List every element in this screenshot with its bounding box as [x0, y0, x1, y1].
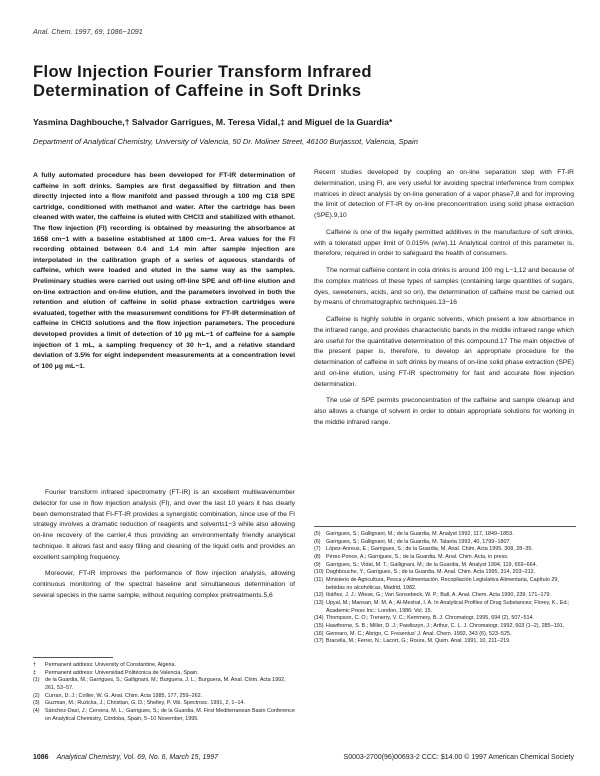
body-paragraph: Caffeine is highly soluble in organic solvents, which present a low absorbance in the infrared range, and provides characteristic bands in the middle infrared range which are useful for the quantitative determination of this compound.17 The main objective of the present paper is, therefore, to develop an appropriate procedure for the determination of caffeine in soft drinks by means of on-line solid phase extraction (SPE) and on-line elution, using FT-IR spectrometry for fast and accurate flow injection determination.: [314, 316, 574, 388]
reference-item: (5) Garrigues, S.; Gallignani, M.; de la Guardia, M. Analyst 1992, 117, 1849−1853.: [314, 531, 514, 537]
journal-citation: Anal. Chem. 1997, 69, 1086−1091: [33, 27, 143, 36]
reference-item: (9) Garrigues, S.; Vidal, M. T.; Gallignani, M.; de la Guardia, M. Analyst 1994, 119, 659−664.: [314, 561, 538, 568]
title-line-1: Flow Injection Fourier Transform Infrared: [33, 62, 372, 81]
reference-item: (1) de la Guardia, M.; Garrigues, S.; Gallignani, M.; Burguera, J. L.; Burguera, M. Anal. Chim. Acta 1992, 261, 53−57.: [33, 677, 286, 691]
reference-item: (10) Daghbouche, Y.; Garrigues, S.; de la Guardia, M. Anal. Chim. Acta 1995, 314, 203−212.: [314, 569, 536, 576]
reference-rule: [314, 526, 576, 527]
footer-right: S0003-2700(96)00693-2 CCC: $14.00 © 1997 American Chemical Society: [343, 754, 574, 761]
footnote: † Permanent address: University of Constantine, Algeria.: [33, 662, 176, 668]
article-title: [33, 62, 573, 100]
page-number: 1086: [33, 754, 49, 761]
body-paragraph: The use of SPE permits preconcentration of the caffeine and sample cleanup and also allows a change of solvent in order to obtain appropriate solutions for working in the middle infrared range.: [314, 397, 574, 426]
footer-left: [33, 754, 218, 761]
reference-item: (14) Thompson, C. O.; Trenerry, V. C.; Kemmery, B. J. Chromatogr. 1995, 694 (2), 507−514.: [314, 615, 534, 622]
reference-item: (15) Hawthorne, S. B.; Miller, D. J.; Pawliszyn, J.; Arthur, C. L. J. Chromatogr. 1992, 603 (1−2), 285−191.: [314, 622, 565, 629]
author-list: Yasmina Daghbouche,† Salvador Garrigues, M. Teresa Vidal,‡ and Miguel de la Guardia*: [33, 117, 393, 127]
reference-item: (3) Guzman, M.; Ruzicka, J.; Christian, G. D.; Shelley, P. Vib. Spectrosc. 1991, 2, 1−14.: [33, 700, 245, 707]
affiliation: Department of Analytical Chemistry, University of Valencia, 50 Dr. Moliner Street, 46100 Burjassot, Valencia, Spain: [33, 137, 418, 146]
title-line-2: Determination of Caffeine in Soft Drinks: [33, 81, 362, 100]
reference-item: (4) Sánchez-Dasí, J.; Cervera, M. L.; Garrigues, S.; de la Guardia, M. First Mediterranean Basin Conference on Analytical Chemistry, Córdoba, Spain, 5−10 November, 1995.: [33, 707, 295, 722]
footnote-rule: [33, 657, 113, 658]
reference-item: (2) Curran, D. J.; Collier, W. G. Anal. Chim. Acta 1985, 177, 259−262.: [33, 692, 203, 699]
body-paragraph: The normal caffeine content in cola drinks is around 100 mg L−1,12 and because of the complex matrices of these types of samples (containing large quantities of sugars, dyes, sweeteners, acids, and so on), the determination of caffeine must be carried out by means of chromatographic techniques.13−16: [314, 267, 574, 307]
body-paragraph: Caffeine is one of the legally permitted additives in the manufacture of soft drinks, with a tolerated upper limit of 0.015% (w/w).11 Analytical control of this parameter is, therefore, required in order to safeguard the health of consumers.: [314, 228, 574, 258]
reference-item: (6) Garrigues, S.; Gallignani, M.; de la Guardia, M. Talanta 1993, 40, 1799−1807.: [314, 538, 511, 545]
reference-item: (11) Ministerio de Agricultura, Pesca y Alimentación. Recopilación Legislativa Alimentaria, Capítulo 29, bebidas no alcohólicas, Madrid, 1982.: [314, 576, 559, 591]
reference-item: (16) Gennaro, M. C.; Abrigo, C. Fresenius' J. Anal. Chem. 1992, 343 (6), 523−525.: [314, 630, 512, 637]
reference-item: (7) López-Anreus, E.; Garrigues, S.; de la Guardia, M. Anal. Chim. Acta 1995, 308, 28−35.: [314, 546, 533, 553]
intro-paragraph: Moreover, FT-IR improves the performance of flow injection analysis, allowing continuous monitoring of the spectral baseline and simultaneous determination of several species in the same sample, without requiring complex pretreatments.5,6: [33, 570, 295, 599]
footnote: ‡ Permanent address: Universidad Politécnica de Valencia, Spain.: [33, 669, 199, 676]
introduction-text: [33, 488, 295, 608]
intro-paragraph: Fourier transform infrared spectrometry (FT-IR) is an excellent multiwavenumber detector for use in flow injection analysis (FI), and over the last 10 years it has clearly been demonstrated that FI-FT-IR provides a synergistic combination, since use of the FI strategy involves a dramatic reduction of reagents and solvents1−3 while also allowing on-line recovery of the carrier,4 thus providing an environmentally friendly analytical technique. It allows fast and easy filling and cleaning of the liquid cells and provides an excellent sampling frequency.: [33, 489, 295, 561]
reference-item: (17) Bracella, M.; Ferrer, N.; Lacort, G.; Roura, M. Quim. Anal. 1991, 10, 211−219.: [314, 638, 511, 645]
reference-item: (8) Pérez-Ponce, A.; Garrigues, S.; de la Guardia, M. Anal. Chim. Acta, in press.: [314, 553, 509, 560]
reference-item: (12) Ibáñez, J. J.; Wiese, G.; Van Sonsebeck, W. P.; Ball, A. Anal. Chem. Acta 1990, 239, 171−179.: [314, 592, 551, 599]
abstract: A fully automated procedure has been developed for FT-IR determination of caffeine in soft drinks. Samples are first degassified by filtration and then directly injected into a flow manifold and passed through a 100 mg C18 SPE cartridge, conditioned with methanol and water. After the cartridge has been cleaned with water, the caffeine is eluted with CHCl3 and stabilized with ethanol. The flow injection (FI) recording is obtained by measuring the absorbance at 1658 cm−1 with a baseline established at 1800 cm−1. Area values for the FI recording obtained between 0.4 and 1.4 min after sample injection are interpolated in the calibration graph of a series of aqueous standards of caffeine, which were loaded and eluted in the same way as the samples. Preliminary studies were carried out using off-line SPE and off-line elution and on-line extraction and on-line elution, and the parameters involved in both the retention and elution of caffeine in solid phase extraction cartridges were evaluated, together with the measurement conditions for FT-IR determination of caffeine in CHCl3 solutions and the flow injection parameters. The procedure developed provides a limit of detection of 10 μg mL−1 of caffeine for a sample injection of 1 mL, a sampling frequency of 30 h−1, and a relative standard deviation of 3.5% for eight independent measurements at a concentration level of 100 μg mL−1.: [33, 172, 295, 370]
reference-item: (13) Upyal, M.; Mansan, M. M. A.; Al-Meshal, I. A. In Analytical Profiles of Drug Substances; Florey, K., Ed.; Academic Press Inc.: London, 1986; Vol. 15.: [314, 599, 570, 614]
footnotes-left: [33, 657, 295, 723]
references-right: [314, 526, 576, 646]
journal-issue: Analytical Chemistry, Vol. 69, No. 6, March 15, 1997: [56, 754, 219, 761]
body-paragraph: Recent studies developed by coupling an on-line separation step with FT-IR determination, using FI, are very useful for avoiding spectral interference from complex matrices in direct analysis by on-line generation of a vapor phase7,8 and for improving the limit of detection of FT-IR by on-line preconcentration using solid phase extraction (SPE).9,10: [314, 169, 574, 219]
right-column-text: [314, 168, 574, 435]
